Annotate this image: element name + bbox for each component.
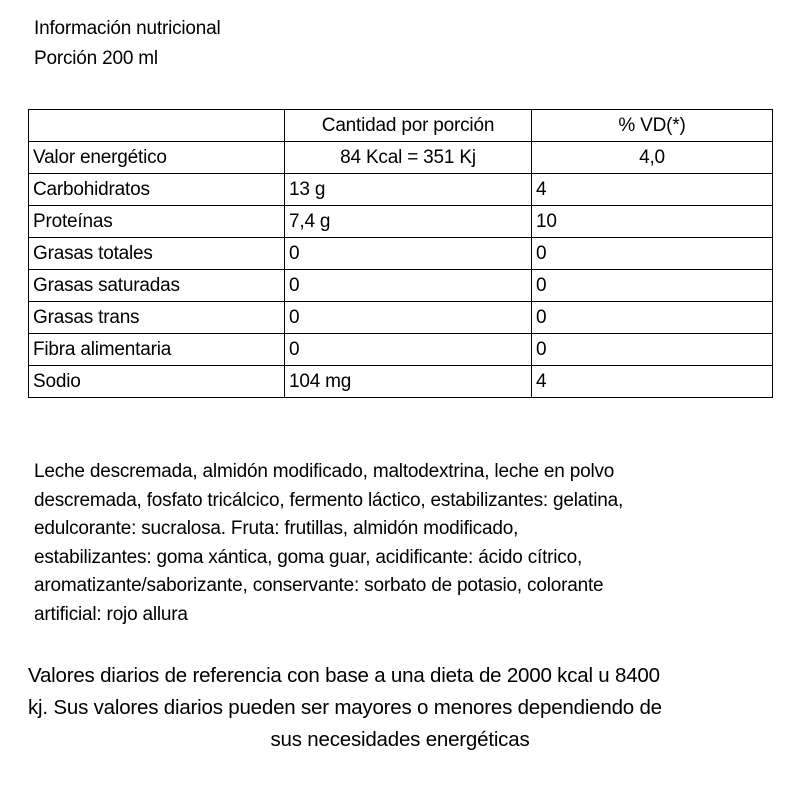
nutrient-vd: 10 (532, 206, 773, 238)
nutrient-amount: 0 (285, 302, 532, 334)
nutrient-vd: 0 (532, 334, 773, 366)
nutrient-amount: 13 g (285, 174, 532, 206)
ingredients-line: estabilizantes: goma xántica, goma guar, acidificante: ácido cítrico, (34, 546, 583, 568)
table-row (29, 238, 773, 270)
table-row (29, 206, 773, 238)
nutrient-vd: 4 (532, 366, 773, 398)
nutrient-name: Sodio (29, 366, 285, 398)
ingredients-line: aromatizante/saborizante, conservante: sorbato de potasio, colorante (34, 575, 604, 596)
nutrient-amount: 104 mg (285, 366, 532, 398)
nutrient-name: Valor energético (29, 142, 285, 174)
nutrition-table (28, 109, 773, 398)
column-header-nutrient (29, 110, 285, 142)
ingredients-line: edulcorante: sucralosa. Fruta: frutillas, almidón modificado, (34, 518, 519, 539)
nutrient-vd: 4 (532, 174, 773, 206)
nutrition-title: Información nutricional (34, 18, 221, 39)
ingredients-line: descremada, fosfato tricálcico, fermento láctico, estabilizantes: gelatina, (34, 489, 624, 511)
nutrient-amount: 0 (285, 334, 532, 366)
column-header-vd: % VD(*) (532, 110, 773, 142)
table-row (29, 174, 773, 206)
table-row (29, 270, 773, 302)
ingredients-line: Leche descremada, almidón modificado, maltodextrina, leche en polvo (34, 461, 615, 482)
nutrient-name: Grasas totales (29, 238, 285, 270)
table-row (29, 366, 773, 398)
nutrient-amount: 84 Kcal = 351 Kj (285, 142, 532, 174)
ingredients-list (34, 458, 774, 629)
table-row-energy (29, 142, 773, 174)
column-header-amount: Cantidad por porción (285, 110, 532, 142)
footnote-line: Valores diarios de referencia con base a una dieta de 2000 kcal u 8400 (28, 664, 660, 687)
footnote-line: kj. Sus valores diarios pueden ser mayores o menores dependiendo de (28, 696, 662, 719)
nutrient-name: Grasas saturadas (29, 270, 285, 302)
nutrient-name: Grasas trans (29, 302, 285, 334)
table-header-row (29, 110, 773, 142)
nutrient-name: Carbohidratos (29, 174, 285, 206)
nutrient-amount: 0 (285, 270, 532, 302)
nutrient-amount: 0 (285, 238, 532, 270)
nutrient-vd: 0 (532, 238, 773, 270)
nutrient-vd: 0 (532, 302, 773, 334)
table-row (29, 334, 773, 366)
nutrient-name: Fibra alimentaria (29, 334, 285, 366)
ingredients-line: artificial: rojo allura (34, 603, 188, 625)
daily-values-footnote (28, 660, 772, 756)
footnote-line: sus necesidades energéticas (270, 728, 530, 751)
nutrient-amount: 7,4 g (285, 206, 532, 238)
nutrient-vd: 0 (532, 270, 773, 302)
nutrient-name: Proteínas (29, 206, 285, 238)
table-row (29, 302, 773, 334)
nutrient-vd: 4,0 (532, 142, 773, 174)
nutrition-header (34, 14, 221, 74)
portion-size: Porción 200 ml (34, 48, 158, 69)
